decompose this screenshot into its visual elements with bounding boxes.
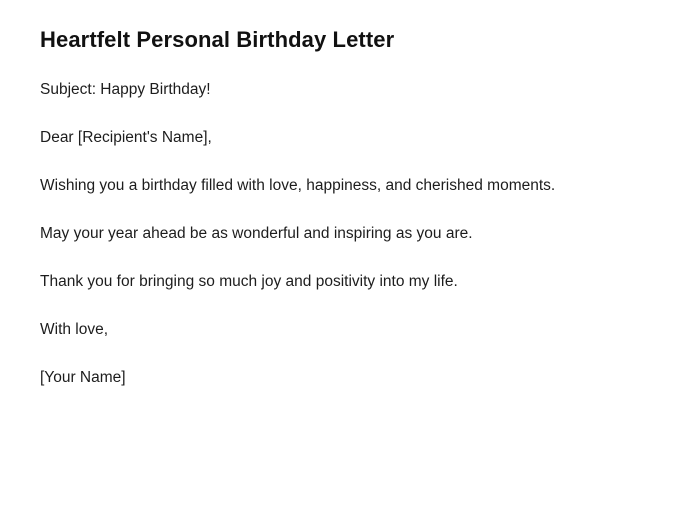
letter-paragraph-signature: [Your Name]	[40, 369, 126, 387]
letter-paragraph-subject: Subject: Happy Birthday!	[40, 80, 211, 98]
letter-paragraph-closing: With love,	[40, 321, 109, 339]
letter-body	[40, 77, 660, 391]
letter-paragraph-year-ahead: May your year ahead be as wonderful and inspiring as you are.	[40, 224, 473, 242]
page-title: Heartfelt Personal Birthday Letter	[40, 27, 395, 52]
letter-paragraph-wish: Wishing you a birthday filled with love, happiness, and cherished moments.	[40, 176, 556, 194]
letter-paragraph-thanks: Thank you for bringing so much joy and positivity into my life.	[40, 273, 458, 291]
letter-paragraph-salutation: Dear [Recipient's Name],	[40, 128, 212, 146]
